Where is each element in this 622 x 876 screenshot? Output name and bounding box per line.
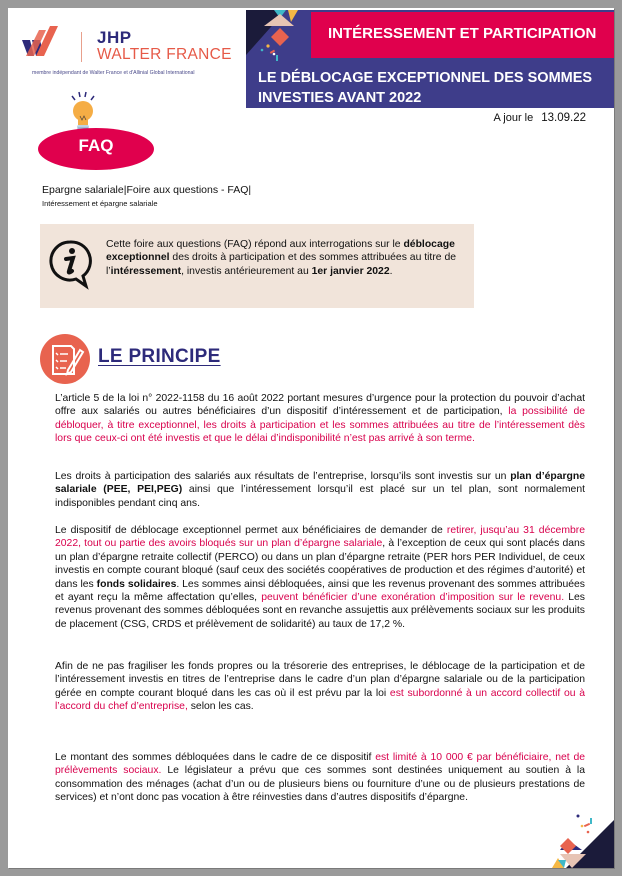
info-text-part: .	[389, 265, 393, 277]
info-text-part: , investis antérieurement au	[181, 265, 312, 277]
document-title: LE DÉBLOCAGE EXCEPTIONNEL DES SOMMES INVESTIES AVANT 2022	[258, 70, 593, 106]
info-text-bold: 1er janvier 2022	[311, 265, 390, 277]
paragraph-highlight: est subordonné à un accord collectif ou à l’accord du chef d’entreprise,	[55, 687, 585, 713]
paragraph-text: Le législateur a prévu que ces sommes sont destinées uniquement au soutien à la consommation des ménages (achat d’un ou de plusieurs biens ou fourniture d’une ou de plusieurs prestations de services) et n’ont donc pas vocation à être réinvesties dans d’autres dispositifs d’épargne.	[55, 765, 585, 804]
paragraph-text: Les revenus provenant des sommes débloquées sont en revanche assujettis aux prélèvements sociaux sur les produits de placement (CSG, CRDS et prélèvement de solidarité) au taux de 17,2 %.	[55, 592, 586, 630]
info-text-part: Cette foire aux questions (FAQ) répond aux interrogations sur le	[106, 239, 404, 250]
section-title: LE PRINCIPE	[98, 346, 221, 367]
tangram-decoration-icon	[246, 10, 316, 65]
category-title: INTÉRESSEMENT ET PARTICIPATION	[328, 25, 597, 42]
logo-brand-walter-france: WALTER FRANCE	[97, 46, 232, 63]
paragraph-text: Afin de ne pas fragiliser les fonds propres ou la trésorerie des entreprises, le déblocage de la participation et de l’intéressement investis en titres de l’entreprise dans le cadre d’un plan d’épargne salariale ou de la participation gérée en compte courant bloqué dans les cas où il est prévu par la loi	[55, 661, 585, 699]
info-text-bold: déblocage exceptionnel	[106, 239, 455, 264]
info-box	[40, 224, 474, 308]
paragraph-text: Le dispositif de déblocage exceptionnel permet aux bénéficiaires de demander de	[55, 525, 447, 536]
info-speech-bubble-icon	[46, 238, 94, 292]
faq-label: FAQ	[78, 136, 114, 155]
logo-divider	[81, 32, 82, 62]
section-icon-circle	[40, 334, 90, 384]
walter-w-logo-icon	[22, 26, 62, 60]
paragraph-5	[55, 751, 585, 805]
paragraph-text: L’article 5 de la loi n° 2022-1158 du 16 août 2022 portant mesures d’urgence pour la protection du pouvoir d’achat offre aux salariés ou autres bénéficiaires d’un dispositif d’intéressement et de participation,	[55, 393, 585, 418]
paragraph-text: ainsi que l’intéressement lorsqu’il est placé sur un tel plan, sont normalement indisponibles pendant cinq ans.	[55, 484, 585, 509]
paragraph-2	[55, 470, 585, 510]
header-banner	[246, 10, 614, 108]
corner-tangram-decoration-icon	[538, 798, 614, 868]
paragraph-text: Le montant des sommes débloquées dans le cadre de ce dispositif	[55, 752, 376, 763]
paragraph-text: Les droits à participation des salariés aux résultats de l’entreprise, lorsqu’ils sont investis sur un	[55, 471, 511, 482]
update-date: 13.09.22	[541, 112, 586, 124]
info-text	[106, 238, 468, 278]
update-info	[493, 112, 586, 124]
company-logo	[22, 22, 252, 82]
paragraph-bold: fonds solidaires	[96, 578, 177, 590]
paragraph-highlight: est limité à 10 000 € par bénéficiaire, net de prélèvements sociaux.	[55, 752, 585, 777]
paragraph-4	[55, 660, 585, 714]
update-label: A jour le	[493, 112, 534, 124]
paragraph-highlight: retirer, jusqu’au 31 décembre 2022, tout ou partie des avoirs bloqués sur un plan d’épargne salariale	[55, 525, 585, 550]
paragraph-bold: plan d’épargne salariale (PEE, PEI,PEG)	[55, 471, 585, 496]
faq-badge	[38, 90, 158, 170]
document-page	[8, 8, 614, 868]
paragraph-1	[55, 392, 585, 446]
breadcrumb-subtitle: Intéressement et épargne salariale	[42, 199, 158, 208]
paragraph-text: . Les sommes ainsi débloquées, ainsi que les revenus provenant des sommes attribuées et ayant reçu la même affectation qu’elles,	[55, 578, 585, 604]
paragraph-text: , à l’exception de ceux qui sont placés dans un plan d’épargne retraite collectif (PERCO) ou dans un plan d’épargne retraite (PER hors PER Individuel, de ceux investis en compte courant bloqué (sauf ceux des sociétés coopératives de production et des régimes d’autorité) et dans les	[55, 538, 586, 590]
paragraph-text: selon les cas.	[187, 701, 254, 713]
logo-brand-jhp: JHP	[97, 28, 132, 47]
info-text-part: des droits à participation et des sommes attribuées au titre de l’	[106, 252, 456, 277]
breadcrumb: Epargne salariale|Foire aux questions - FAQ|	[42, 184, 252, 196]
paragraph-highlight: la possibilité de débloquer, à titre exceptionnel, les droits à participation et les sommes attribuées au titre de l’intéressement dès lors que ceux-ci ont été investis et que le délai d’indisponibilité n’est pas arrivé à son terme.	[55, 406, 585, 445]
checklist-pencil-icon	[40, 334, 90, 384]
paragraph-highlight: peuvent bénéficier d’une exonération d’imposition sur le revenu.	[261, 592, 565, 604]
logo-tagline: membre indépendant de Walter France et d'Allinial Global International	[32, 70, 195, 76]
info-text-bold: intéressement	[110, 265, 182, 277]
paragraph-3	[55, 524, 585, 631]
